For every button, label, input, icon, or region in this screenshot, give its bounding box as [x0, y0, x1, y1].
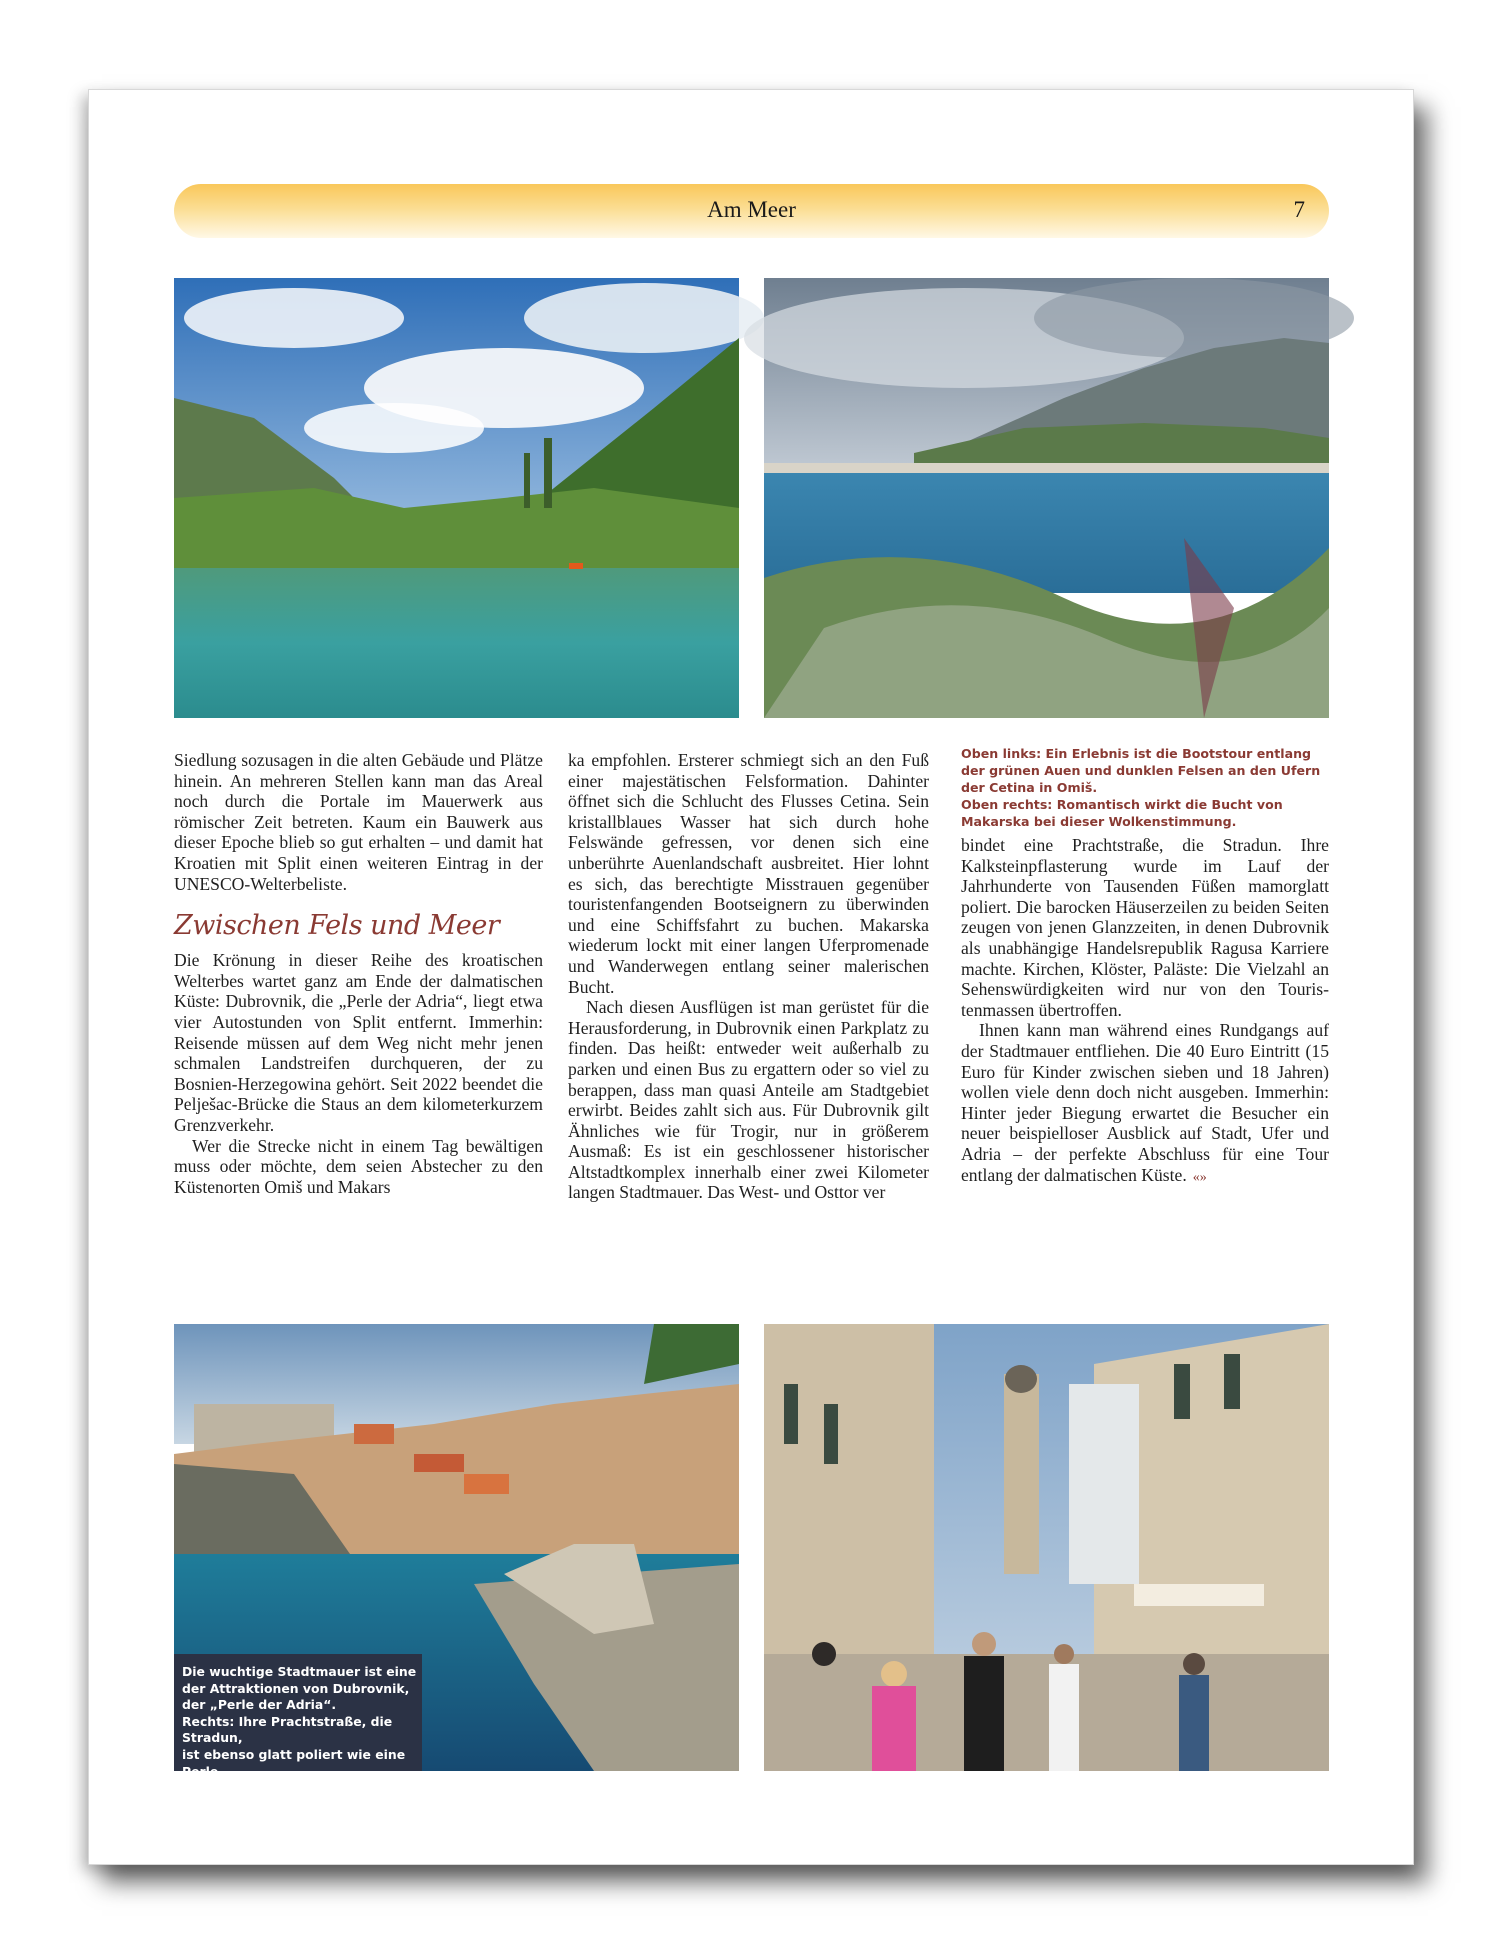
paragraph: Wer die Strecke nicht in einem Tag bewältigen muss oder möchte, dem seien Abstecher zu den Küstenorten Omiš und Makars	[174, 1135, 543, 1197]
article-column-3	[961, 835, 1329, 1188]
caption-line: ist ebenso glatt poliert wie eine Perle.	[182, 1746, 406, 1779]
photo-caption-top	[961, 745, 1333, 830]
caption-line: der „Perle der Adria“.	[182, 1697, 337, 1713]
caption-line: der Attraktionen von Dubrovnik,	[182, 1680, 410, 1696]
section-header-band	[174, 184, 1329, 238]
article-end-mark: «»	[1192, 1169, 1207, 1185]
paragraph: Siedlung sozusagen in die alten Gebäude und Plätze hinein. An mehreren Stellen kann man das Areal noch durch die Portale im Mauerwerk aus römischer Zeit betreten. Kaum ein Bauwerk aus dieser Epoche blieb so gut erhalten – und damit hat Kroatien mit Split einen weiteren Eintrag in der UNESCO-Welterbeliste.	[174, 750, 543, 894]
caption-top-right: Oben rechts: Romantisch wirkt die Bucht von Makarska bei dieser Wolkenstimmung.	[961, 797, 1283, 829]
photo-dubrovnik-walls	[174, 1324, 739, 1779]
caption-line: Die wuchtige Stadtmauer ist eine	[182, 1664, 417, 1679]
article-column-1	[174, 750, 543, 1197]
paragraph: ka empfohlen. Ersterer schmiegt sich an den Fuß einer majestätischen Felsformation. Dahinter öffnet sich die Schlucht des Flusses Cetina. Sein kristallblaues Wasser hat sich durch hohe Felswände gefressen, vor denen sich eine unberührte Auenlandschaft ausbreitet. Hier lohnt es sich, das berechtigte Misstrauen gegenüber touristenfangenden Bootseignern zu überwinden und eine Schiffsfahrt zu buchen. Makarska wiederum lockt mit einer langen Uferpromenade und Wanderwegen entlang seiner malerischen Bucht.	[568, 750, 929, 997]
bay-landscape-image	[764, 278, 1329, 718]
magazine-page	[88, 89, 1414, 1865]
photo-caption-bottom	[174, 1654, 422, 1779]
paragraph-text: Ihnen kann man während eines Rundgangs auf der Stadtmauer entfliehen. Die 40 Euro Eintritt (15 Euro für Kinder zwischen sieben und 18 Jahren) wollen viele denn doch nicht ausgeben. Immerhin: Hinter jeder Biegung erwartet die Besucher ein neuer beispielloser Ausblick auf Stadt, Ufer und Adria – der perfekte Abschluss für eine Tour entlang der dalmatischen Küste.	[961, 1020, 1329, 1185]
stradun-street-image	[764, 1324, 1329, 1771]
paragraph: Nach diesen Ausflügen ist man gerüstet für die Herausforderung, in Dubrovnik einen Parkplatz zu finden. Das heißt: entweder weit außerhalb zu parken und einen Bus zu ergattern oder so viel zu berappen, dass man quasi Anteile am Stadtgebiet erwirbt. Beides zahlt sich aus. Für Dubrovnik gilt Ähnliches wie für Trogir, nur in größerem Ausmaß: Es ist ein geschlossener historischer Altstadtkomplex innerhalb einer zwei Kilometer langen Stadtmauer. Das West- und Osttor ver	[568, 997, 929, 1203]
photo-makarska-bay	[764, 278, 1329, 718]
caption-top-left: Oben links: Ein Erlebnis ist die Bootstour entlang der grünen Auen und dunklen Felsen an den Ufern der Cetina in Omiš.	[961, 746, 1321, 795]
caption-line: Rechts: Ihre Prachtstraße, die Stradun,	[182, 1713, 393, 1746]
river-landscape-image	[174, 278, 739, 718]
photo-cetina-river	[174, 278, 739, 718]
section-title: Am Meer	[707, 197, 796, 222]
photo-stradun-street	[764, 1324, 1329, 1771]
paragraph	[961, 1020, 1329, 1188]
article-column-2	[568, 750, 929, 1203]
paragraph: Die Krönung in dieser Reihe des kroatischen Welterbes wartet ganz am Ende der dalmatischen Küste: Dubrovnik, die „Perle der Adria“, liegt etwa vier Autostunden von Split entfernt. Immerhin: Reisende müssen auf dem Weg nicht mehr jenen schmalen Landstreifen durchqueren, der zu Bosnien-Herzegowina gehört. Seit 2022 beendet die Pelješac-Brücke die Staus an dem kilometerkurzem Grenzverkehr.	[174, 950, 543, 1135]
paragraph: bindet eine Prachtstraße, die Stradun. Ihre Kalksteinpflasterung wurde im Lauf der Jahrhunderte von Tausenden Füßen mamorglatt poliert. Die barocken Häuserzeilen zu beiden Seiten zeugen von jenen Glanzzeiten, in denen Dubrovnik als unabhängige Handelsrepublik Ragusa Karriere machte. Kirchen, Klöster, Paläste: Die Vielzahl an Sehenswürdigkeiten wird nur von den Touristenmassen übertroffen.	[961, 835, 1329, 1020]
page-number: 7	[1293, 197, 1305, 222]
section-subheading: Zwischen Fels und Meer	[174, 910, 500, 942]
